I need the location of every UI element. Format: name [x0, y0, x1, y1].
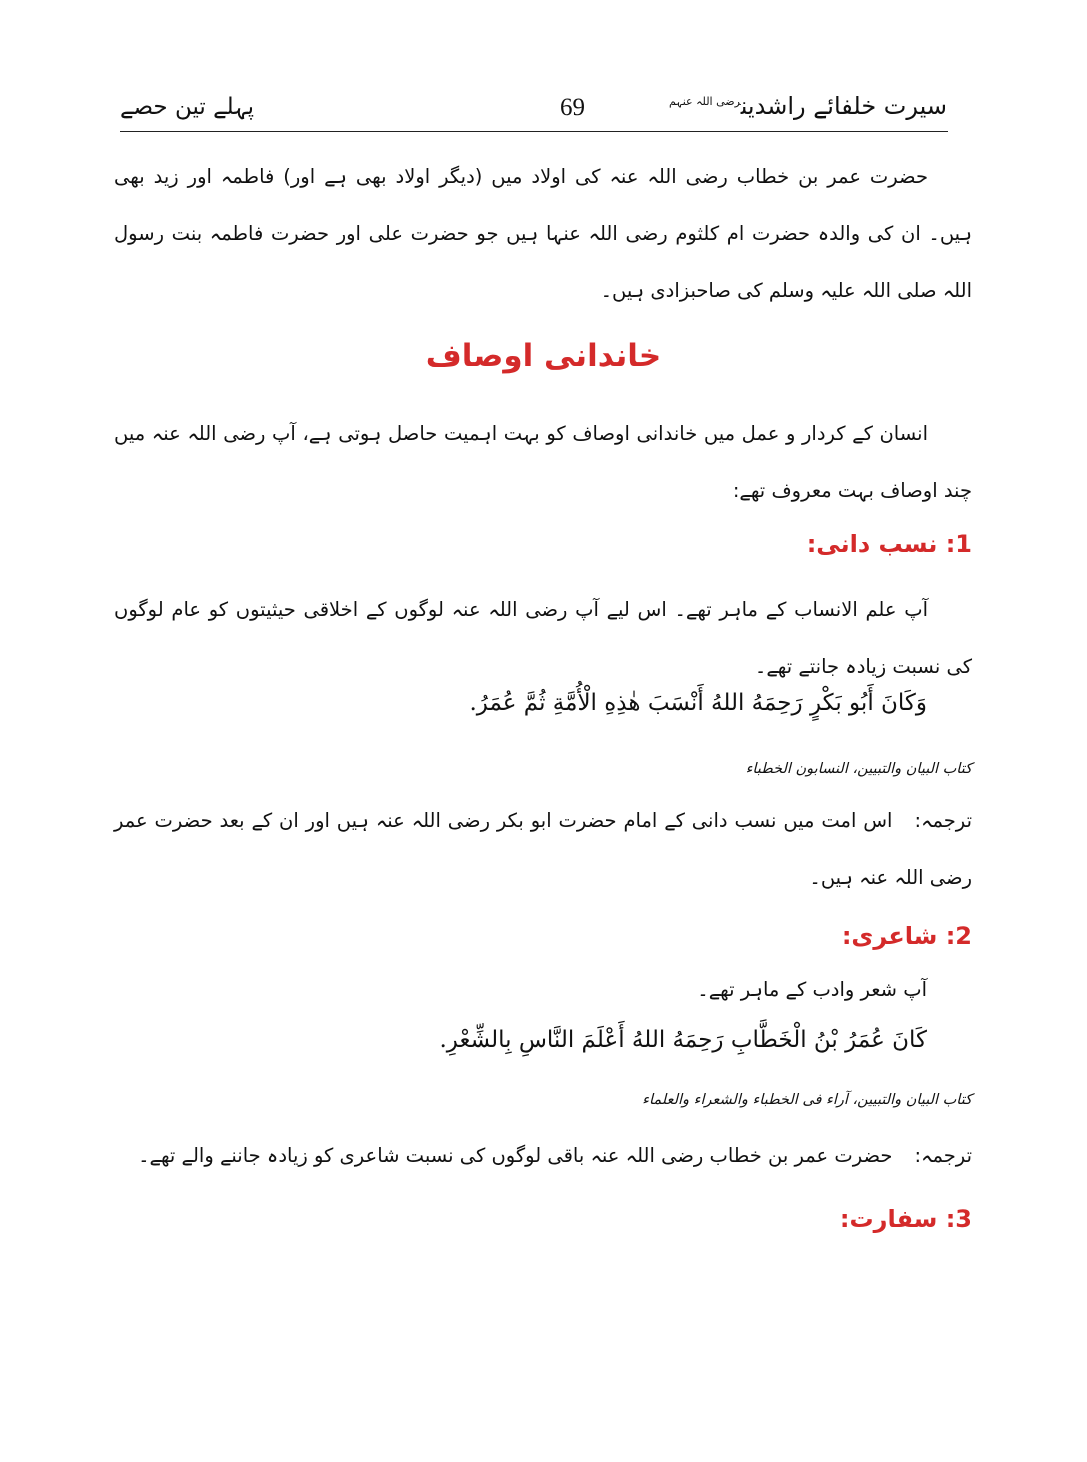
- section-intro: انسان کے کردار و عمل میں خاندانی اوصاف کو بہت اہمیت حاصل ہوتی ہے، آپ رضی اللہ عنہ میں چند اوصاف بہت معروف تھے:: [114, 422, 972, 502]
- book-title: [669, 92, 947, 120]
- book-title-text: سیرت خلفائے راشدین: [740, 92, 947, 120]
- arabic-quote-poetry: كَانَ عُمَرُ بْنُ الْخَطَّابِ رَحِمَهُ اللهُ أَعْلَمَ النَّاسِ بِالشِّعْرِ.: [439, 1027, 927, 1053]
- item-text-lineage: آپ علم الانساب کے ماہر تھے۔ اس لیے آپ رضی اللہ عنہ لوگوں کے اخلاقی حیثیتوں کو عام لوگوں کی نسبت زیادہ جانتے تھے۔: [114, 598, 972, 678]
- reference-lineage: کتاب البیان والتبیین، النسابون الخطباء: [745, 761, 972, 777]
- honorific-text: رضی اللہ عنہم: [668, 95, 741, 108]
- section-heading: خاندانی اوصاف: [425, 338, 662, 374]
- page-number: 69: [560, 94, 585, 121]
- header-divider: [120, 131, 948, 132]
- part-label: پہلے تین حصے: [120, 94, 255, 120]
- item-heading-lineage: 1: نسب دانی:: [806, 530, 972, 558]
- item-text-poetry: آپ شعر وادب کے ماہر تھے۔: [697, 978, 927, 1001]
- translation-poetry: [114, 1127, 972, 1184]
- translation-label: ترجمہ:: [914, 1144, 972, 1167]
- item-heading-poetry: 2: شاعری:: [841, 922, 972, 950]
- item-heading-diplomacy: 3: سفارت:: [839, 1205, 972, 1233]
- translation-label: ترجمہ:: [914, 809, 972, 832]
- translation-text: حضرت عمر بن خطاب رضی اللہ عنہ باقی لوگوں کی نسبت شاعری کو زیادہ جاننے والے تھے۔: [138, 1144, 893, 1167]
- arabic-quote-lineage: وَكَانَ أَبُو بَكْرٍ رَحِمَهُ اللهُ أَنْسَبَ هٰذِهِ الْأُمَّةِ ثُمَّ عُمَرُ.: [469, 690, 927, 716]
- translation-lineage: [114, 792, 972, 906]
- reference-poetry: کتاب البیان والتبیین، آراء فی الخطباء والشعراء والعلماء: [642, 1092, 972, 1108]
- intro-paragraph: حضرت عمر بن خطاب رضی اللہ عنہ کی اولاد میں (دیگر اولاد بھی ہے اور) فاطمہ اور زید بھی ہیں۔ ان کی والدہ حضرت ام کلثوم رضی اللہ عنہا ہیں جو حضرت علی اور حضرت فاطمہ بنت رسول اللہ صلی اللہ علیہ وسلم کی صاحبزادی ہیں۔: [114, 165, 972, 302]
- translation-text: اس امت میں نسب دانی کے امام حضرت ابو بکر رضی اللہ عنہ ہیں اور ان کے بعد حضرت عمر رضی اللہ عنہ ہیں۔: [114, 809, 972, 889]
